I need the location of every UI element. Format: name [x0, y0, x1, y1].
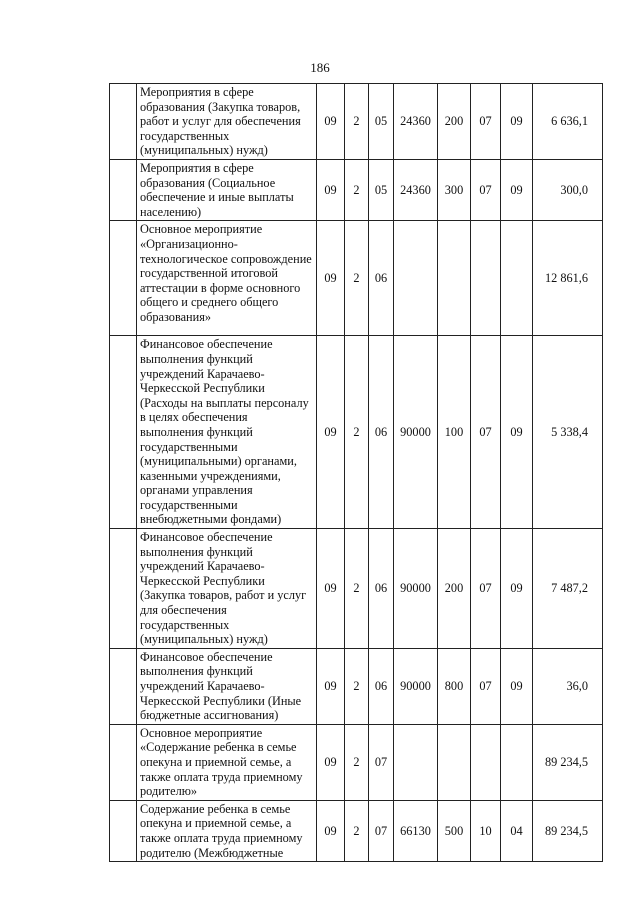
table-row [110, 159, 603, 220]
code-cell [501, 221, 533, 336]
code-cell: 09 [317, 84, 345, 160]
blank-cell [110, 800, 137, 861]
code-cell: 07 [369, 800, 394, 861]
code-cell [438, 221, 471, 336]
item-name-cell: Основное мероприятие «Организационно-технологическое сопровождение государственной итоговой аттестации в форме основного общего и среднего общего образования» [137, 221, 317, 336]
code-cell: 2 [345, 221, 369, 336]
code-cell: 200 [438, 84, 471, 160]
code-cell: 2 [345, 159, 369, 220]
item-name-cell: Финансовое обеспечение выполнения функций учреждений Карачаево-Черкесской Республики (Закупка товаров, работ и услуг для обеспечения государственных (муниципальных) нужд) [137, 529, 317, 649]
item-name-cell: Финансовое обеспечение выполнения функций учреждений Карачаево-Черкесской Республики (Расходы на выплаты персоналу в целях обеспечения выполнения функций государственными (муниципальными) органами, казенными учреждениями, органами управления государственными внебюджетными фондами) [137, 336, 317, 529]
blank-cell [110, 648, 137, 724]
blank-cell [110, 336, 137, 529]
amount-cell: 12 861,6 [533, 221, 603, 336]
code-cell: 09 [317, 800, 345, 861]
blank-cell [110, 529, 137, 649]
item-name-cell: Содержание ребенка в семье опекуна и приемной семье, а также оплата труда приемному родителю (Межбюджетные [137, 800, 317, 861]
code-cell: 100 [438, 336, 471, 529]
code-cell: 04 [501, 800, 533, 861]
table-row [110, 336, 603, 529]
table-row [110, 84, 603, 160]
code-cell: 09 [317, 221, 345, 336]
code-cell: 90000 [394, 336, 438, 529]
amount-cell: 7 487,2 [533, 529, 603, 649]
table-row [110, 529, 603, 649]
code-cell: 24360 [394, 159, 438, 220]
code-cell: 300 [438, 159, 471, 220]
code-cell: 05 [369, 84, 394, 160]
code-cell: 09 [501, 84, 533, 160]
code-cell: 2 [345, 336, 369, 529]
amount-cell: 89 234,5 [533, 724, 603, 800]
blank-cell [110, 84, 137, 160]
code-cell: 09 [501, 648, 533, 724]
amount-cell: 300,0 [533, 159, 603, 220]
code-cell: 09 [317, 648, 345, 724]
code-cell: 10 [471, 800, 501, 861]
code-cell [438, 724, 471, 800]
code-cell: 2 [345, 800, 369, 861]
code-cell: 06 [369, 529, 394, 649]
amount-cell: 36,0 [533, 648, 603, 724]
code-cell: 09 [317, 529, 345, 649]
amount-cell: 5 338,4 [533, 336, 603, 529]
code-cell: 2 [345, 648, 369, 724]
code-cell [501, 724, 533, 800]
code-cell: 09 [317, 159, 345, 220]
code-cell: 07 [471, 648, 501, 724]
blank-cell [110, 221, 137, 336]
table-row [110, 724, 603, 800]
page-number: 186 [310, 60, 330, 75]
code-cell: 66130 [394, 800, 438, 861]
code-cell: 07 [471, 529, 501, 649]
code-cell [394, 724, 438, 800]
code-cell: 800 [438, 648, 471, 724]
blank-cell [110, 159, 137, 220]
code-cell: 200 [438, 529, 471, 649]
code-cell: 06 [369, 336, 394, 529]
blank-cell [110, 724, 137, 800]
code-cell: 24360 [394, 84, 438, 160]
code-cell: 09 [317, 724, 345, 800]
code-cell: 2 [345, 724, 369, 800]
code-cell: 07 [471, 159, 501, 220]
code-cell: 09 [501, 336, 533, 529]
code-cell: 90000 [394, 648, 438, 724]
budget-table [109, 83, 603, 862]
code-cell: 06 [369, 648, 394, 724]
code-cell: 07 [471, 336, 501, 529]
item-name-cell: Мероприятия в сфере образования (Закупка товаров, работ и услуг для обеспечения государственных (муниципальных) нужд) [137, 84, 317, 160]
code-cell: 07 [471, 84, 501, 160]
code-cell [394, 221, 438, 336]
code-cell: 09 [317, 336, 345, 529]
code-cell: 90000 [394, 529, 438, 649]
code-cell: 07 [369, 724, 394, 800]
table-row [110, 800, 603, 861]
code-cell: 05 [369, 159, 394, 220]
code-cell [471, 724, 501, 800]
item-name-cell: Финансовое обеспечение выполнения функций учреждений Карачаево-Черкесской Республики (Иные бюджетные ассигнования) [137, 648, 317, 724]
code-cell: 2 [345, 84, 369, 160]
item-name-cell: Основное мероприятие «Содержание ребенка в семье опекуна и приемной семье, а также оплата труда приемному родителю» [137, 724, 317, 800]
table-row [110, 221, 603, 336]
item-name-cell: Мероприятия в сфере образования (Социальное обеспечение и иные выплаты населению) [137, 159, 317, 220]
code-cell: 06 [369, 221, 394, 336]
amount-cell: 89 234,5 [533, 800, 603, 861]
code-cell: 500 [438, 800, 471, 861]
code-cell [471, 221, 501, 336]
code-cell: 09 [501, 529, 533, 649]
amount-cell: 6 636,1 [533, 84, 603, 160]
code-cell: 09 [501, 159, 533, 220]
table-row [110, 648, 603, 724]
code-cell: 2 [345, 529, 369, 649]
